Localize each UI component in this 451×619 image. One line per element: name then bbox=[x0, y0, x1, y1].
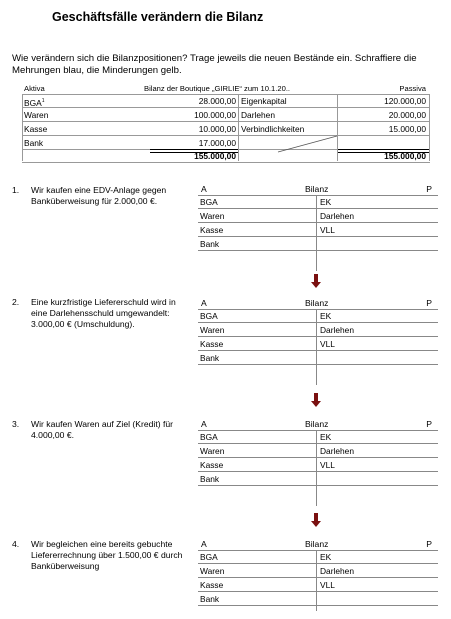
divider bbox=[198, 309, 438, 310]
p-label: P bbox=[426, 419, 432, 429]
task-text: Wir kaufen eine EDV-Anlage gegen Banküberweisung für 2.000,00 €. bbox=[31, 185, 167, 206]
p-label: P bbox=[426, 298, 432, 308]
waren-label: Waren bbox=[24, 110, 49, 120]
divider bbox=[316, 196, 317, 271]
row-waren: Waren bbox=[200, 446, 225, 456]
t-account-1 bbox=[198, 184, 438, 271]
divider bbox=[198, 430, 438, 431]
row-vll: VLL bbox=[320, 225, 335, 235]
row-darlehen: Darlehen bbox=[320, 566, 354, 576]
t-account-3 bbox=[198, 419, 438, 506]
balance-sheet bbox=[22, 84, 430, 164]
waren-value: 100.000,00 bbox=[194, 110, 236, 120]
row-ek: EK bbox=[320, 197, 332, 207]
bga-value: 28.000,00 bbox=[198, 96, 236, 106]
divider bbox=[316, 310, 317, 385]
divider bbox=[198, 350, 438, 351]
t-account-2 bbox=[198, 298, 438, 385]
row-ek: EK bbox=[320, 552, 332, 562]
eigenkapital-value: 120.000,00 bbox=[384, 96, 426, 106]
divider bbox=[22, 162, 430, 163]
divider bbox=[198, 195, 438, 196]
row-bga: BGA bbox=[200, 197, 218, 207]
total-left: 155.000,00 bbox=[194, 151, 236, 161]
bilanz-label: Bilanz bbox=[305, 184, 329, 194]
divider bbox=[198, 336, 438, 337]
total-right: 155.000,00 bbox=[384, 151, 426, 161]
row-kasse: Kasse bbox=[200, 339, 224, 349]
kasse-value: 10.000,00 bbox=[198, 124, 236, 134]
row-waren: Waren bbox=[200, 566, 225, 576]
row-vll: VLL bbox=[320, 460, 335, 470]
bilanz-label: Bilanz bbox=[305, 419, 329, 429]
row-kasse: Kasse bbox=[200, 460, 224, 470]
divider bbox=[198, 364, 438, 365]
instructions: Wie verändern sich die Bilanzpositionen? Trage jeweils die neuen Bestände ein. Schraffiere die Mehrungen blau, die Minderungen gelb. bbox=[12, 53, 417, 76]
row-bank: Bank bbox=[200, 594, 220, 604]
divider bbox=[198, 236, 438, 237]
task-number: 4. bbox=[12, 539, 20, 549]
arrow-down-icon bbox=[311, 274, 321, 288]
divider bbox=[316, 551, 317, 611]
a-label: A bbox=[201, 539, 207, 549]
page-title: Geschäftsfälle verändern die Bilanz bbox=[52, 10, 264, 24]
task-number: 1. bbox=[12, 185, 20, 195]
row-vll: VLL bbox=[320, 580, 335, 590]
task-number: 2. bbox=[12, 297, 20, 307]
a-label: A bbox=[201, 419, 207, 429]
row-bga: BGA bbox=[200, 311, 218, 321]
divider bbox=[198, 605, 438, 606]
divider bbox=[22, 135, 430, 136]
eigenkapital-label: Eigenkapital bbox=[241, 96, 287, 106]
row-kasse: Kasse bbox=[200, 580, 224, 590]
a-label: A bbox=[201, 298, 207, 308]
row-bga: BGA bbox=[200, 432, 218, 442]
balance-title: Bilanz der Boutique „GIRLIE“ zum 10.1.20.. bbox=[144, 84, 291, 93]
darlehen-label: Darlehen bbox=[241, 110, 275, 120]
divider bbox=[316, 431, 317, 506]
row-ek: EK bbox=[320, 432, 332, 442]
divider bbox=[198, 577, 438, 578]
kasse-label: Kasse bbox=[24, 124, 48, 134]
bga-label: BGA$^1$ bbox=[24, 97, 45, 108]
arrow-down-icon bbox=[311, 513, 321, 527]
task-number: 3. bbox=[12, 419, 20, 429]
divider bbox=[198, 485, 438, 486]
row-kasse: Kasse bbox=[200, 225, 224, 235]
row-bga: BGA bbox=[200, 552, 218, 562]
row-ek: EK bbox=[320, 311, 332, 321]
bank-label: Bank bbox=[24, 138, 44, 148]
divider bbox=[198, 550, 438, 551]
strike-line bbox=[238, 134, 338, 154]
row-bank: Bank bbox=[200, 239, 220, 249]
t-account-4 bbox=[198, 539, 438, 611]
divider bbox=[198, 208, 438, 209]
divider bbox=[22, 95, 23, 161]
row-darlehen: Darlehen bbox=[320, 211, 354, 221]
divider bbox=[198, 222, 438, 223]
task-text: Wir begleichen eine bereits gebuchte Liefererrechnung über 1.500,00 € durch Banküberweisung bbox=[31, 539, 183, 571]
p-label: P bbox=[426, 539, 432, 549]
row-darlehen: Darlehen bbox=[320, 446, 354, 456]
bilanz-label: Bilanz bbox=[305, 298, 329, 308]
bilanz-label: Bilanz bbox=[305, 539, 329, 549]
row-bank: Bank bbox=[200, 353, 220, 363]
divider bbox=[22, 121, 430, 122]
verbindlichkeiten-label: Verbindlichkeiten bbox=[241, 124, 305, 134]
task-text: Wir kaufen Waren auf Ziel (Kredit) für 4.000,00 €. bbox=[31, 419, 173, 440]
divider bbox=[429, 95, 430, 161]
divider bbox=[22, 94, 430, 95]
divider bbox=[198, 471, 438, 472]
divider bbox=[22, 107, 430, 108]
divider bbox=[198, 457, 438, 458]
row-bank: Bank bbox=[200, 474, 220, 484]
darlehen-value: 20.000,00 bbox=[388, 110, 426, 120]
row-waren: Waren bbox=[200, 211, 225, 221]
row-vll: VLL bbox=[320, 339, 335, 349]
aktiva-label: Aktiva bbox=[24, 84, 45, 93]
bank-value: 17.000,00 bbox=[198, 138, 236, 148]
divider bbox=[198, 563, 438, 564]
divider bbox=[198, 591, 438, 592]
p-label: P bbox=[426, 184, 432, 194]
divider bbox=[198, 443, 438, 444]
row-darlehen: Darlehen bbox=[320, 325, 354, 335]
a-label: A bbox=[201, 184, 207, 194]
verbindlichkeiten-value: 15.000,00 bbox=[388, 124, 426, 134]
passiva-label: Passiva bbox=[399, 84, 426, 93]
task-text: Eine kurzfristige Liefererschuld wird in eine Darlehensschuld umgewandelt: 3.000,00 € (Umschuldung). bbox=[31, 297, 176, 329]
divider bbox=[198, 250, 438, 251]
divider bbox=[198, 322, 438, 323]
arrow-down-icon bbox=[311, 393, 321, 407]
row-waren: Waren bbox=[200, 325, 225, 335]
